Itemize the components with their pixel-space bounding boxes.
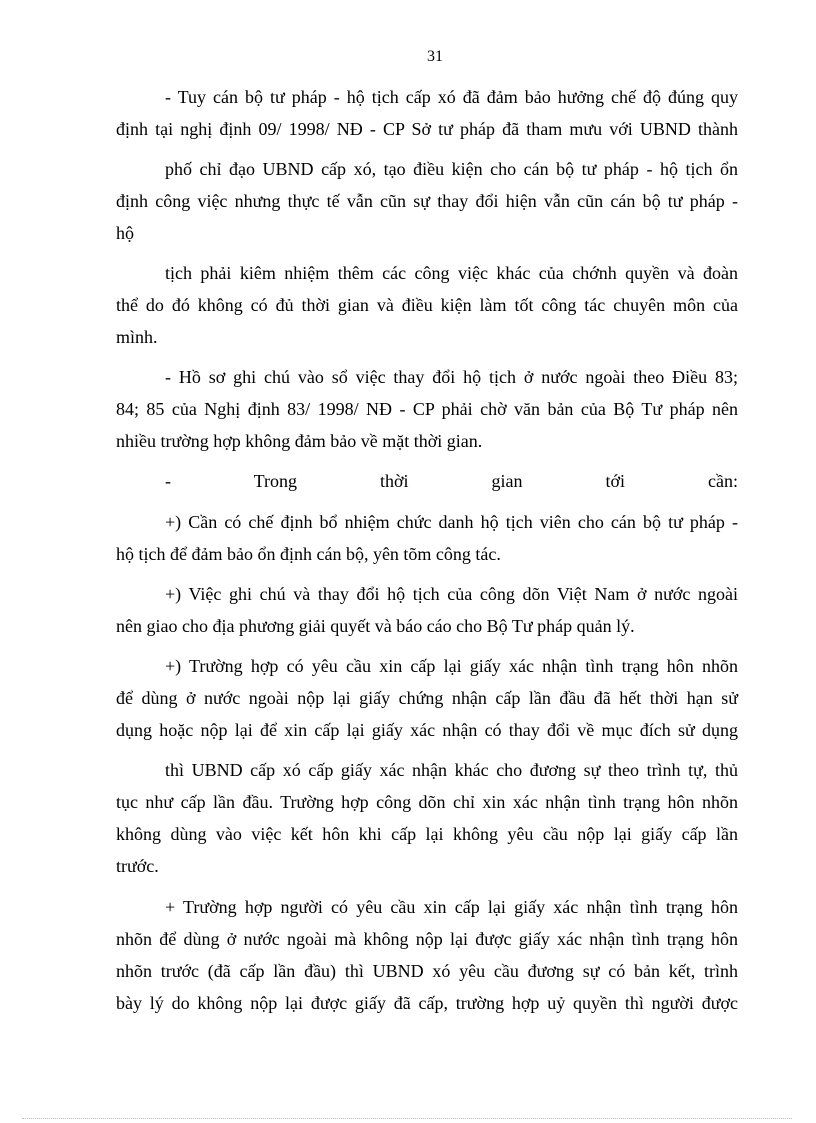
text-line-11: nhiều trường hợp không đảm bảo về mặt thời gian. [116,431,483,451]
text-line-27: bày lý do không nộp lại được giấy đã cấp, trường hợp uỷ quyền thì người được [116,993,738,1013]
text-line-14: hộ tịch để đảm bảo ổn định cán bộ, yên tõm công tác. [116,544,501,564]
text-line-13: +) Cần có chế định bổ nhiệm chức danh hộ tịch viên cho cán bộ tư pháp - [165,512,738,532]
text-line-22: không dùng vào việc kết hôn khi cấp lại không yêu cầu nộp lại giấy cấp lần [116,824,738,844]
text-line-3: phố chỉ đạo UBND cấp xó, tạo điều kiện cho cán bộ tư pháp - hộ tịch ổn [165,159,738,179]
text-line-25: nhõn để dùng ở nước ngoài mà không nộp lại được giấy xác nhận tình trạng hôn [116,929,738,949]
text-line-16: nên giao cho địa phương giải quyết và báo cáo cho Bộ Tư pháp quản lý. [116,616,635,636]
text-line-20: thì UBND cấp xó cấp giấy xác nhận khác cho đương sự theo trình tự, thủ [165,760,738,780]
text-line-12: - Trong thời gian tới cần: [165,471,738,491]
text-line-17: +) Trường hợp có yêu cầu xin cấp lại giấy xác nhận tình trạng hôn nhõn [165,656,738,676]
text-line-23: trước. [116,856,159,876]
text-line-15: +) Việc ghi chú và thay đổi hộ tịch của công dõn Việt Nam ở nước ngoài [165,584,738,604]
text-line-26: nhõn trước (đã cấp lần đầu) thì UBND xó yêu cầu đương sự có bản kết, trình [116,961,738,981]
text-line-5: hộ [116,223,134,243]
text-line-2: định tại nghị định 09/ 1998/ NĐ - CP Sở tư pháp đã tham mưu với UBND thành [116,119,738,139]
text-line-6: tịch phải kiêm nhiệm thêm các công việc khác của chớnh quyền và đoàn [165,263,738,283]
page-number: 31 [427,48,443,65]
text-line-1: - Tuy cán bộ tư pháp - hộ tịch cấp xó đã đảm bảo hưởng chế độ đúng quy [165,87,738,107]
page-bottom-divider [22,1118,792,1119]
text-line-4: định công việc nhưng thực tế vẫn cũn sự thay đổi hiện vẫn cũn cán bộ tư pháp - [116,191,738,211]
text-line-9: - Hồ sơ ghi chú vào sổ việc thay đổi hộ tịch ở nước ngoài theo Điều 83; [165,367,738,387]
text-line-8: mình. [116,327,158,347]
text-line-21: tục như cấp lần đầu. Trường hợp công dõn chỉ xin xác nhận tình trạng hôn nhõn [116,792,738,812]
text-line-10: 84; 85 của Nghị định 83/ 1998/ NĐ - CP phải chờ văn bản của Bộ Tư pháp nên [116,399,738,419]
text-line-18: để dùng ở nước ngoài nộp lại giấy chứng nhận cấp lần đầu đã hết thời hạn sử [116,688,738,708]
text-line-19: dụng hoặc nộp lại để xin cấp lại giấy xác nhận có thay đổi về mục đích sử dụng [116,720,738,740]
text-line-24: + Trường hợp người có yêu cầu xin cấp lại giấy xác nhận tình trạng hôn [165,897,738,917]
text-line-7: thể do đó không có đủ thời gian và điều kiện làm tốt công tác chuyên môn của [116,295,738,315]
